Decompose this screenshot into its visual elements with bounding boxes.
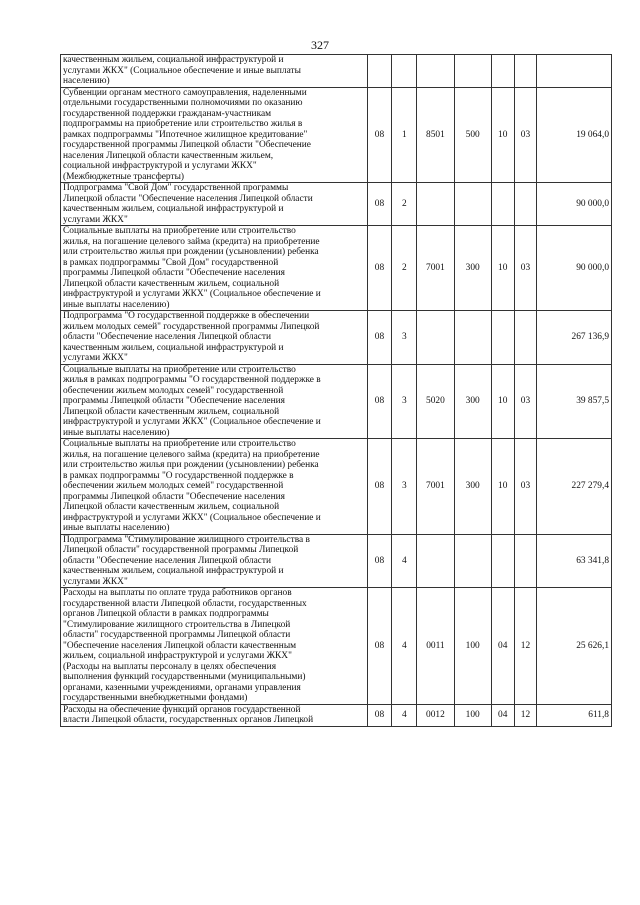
description-line: инфраструктурой и услугами ЖКХ" (Социальное обеспечение и [63, 417, 321, 427]
description-line: инфраструктурой и услугами ЖКХ" (Социальное обеспечение и [63, 512, 321, 523]
description-cell [61, 226, 368, 311]
program-code-cell: 08 [367, 183, 392, 226]
table-row [61, 55, 612, 88]
amount-cell [537, 55, 612, 88]
direction-code-cell [417, 55, 454, 88]
direction-code-cell: 0011 [417, 588, 454, 705]
section-code-cell [491, 311, 514, 365]
description-line: в рамках подпрограммы "Свой Дом" государственной [63, 257, 279, 268]
amount-cell: 63 341,8 [537, 534, 612, 588]
description-cell [61, 183, 368, 226]
amount-cell: 267 136,9 [537, 311, 612, 365]
description-line: области" государственной программы Липецкой области [63, 630, 291, 640]
subsection-code-cell [514, 183, 537, 226]
subsection-code-cell: 12 [514, 704, 537, 726]
description-line: социальной инфраструктурой и услугами ЖКХ" [63, 161, 257, 171]
program-code-cell: 08 [367, 226, 392, 311]
section-code-cell [491, 55, 514, 88]
description-line: обеспечении жильем молодых семей" государственной [63, 385, 284, 396]
description-line: услугами ЖКХ" (Социальное обеспечение и иные выплаты [63, 65, 301, 76]
table-row [61, 87, 612, 183]
subprogram-code-cell: 4 [392, 704, 417, 726]
description-line: государственной программы Липецкой области "Обеспечение [63, 140, 311, 150]
subprogram-code-cell: 2 [392, 226, 417, 311]
description-line: иные выплаты населению) [63, 427, 170, 438]
expense-type-cell [454, 183, 491, 226]
table-row [61, 311, 612, 365]
subsection-code-cell: 03 [514, 364, 537, 439]
program-code-cell [367, 55, 392, 88]
description-cell [61, 311, 368, 365]
program-code-cell: 08 [367, 364, 392, 439]
description-line: качественным жильем, социальной инфраструктурой и [63, 342, 284, 353]
direction-code-cell [417, 183, 454, 226]
description-line: жилья в рамках подпрограммы "О государственной поддержке в [63, 375, 321, 385]
description-line: услугами ЖКХ" [63, 576, 128, 587]
description-line: области "Обеспечение населения Липецкой области [63, 555, 272, 566]
subsection-code-cell: 03 [514, 439, 537, 535]
expense-type-cell: 300 [454, 364, 491, 439]
expense-type-cell [454, 534, 491, 588]
subprogram-code-cell: 4 [392, 588, 417, 705]
description-line: органов Липецкой области в рамках подпрограммы [63, 609, 269, 619]
subsection-code-cell [514, 55, 537, 88]
amount-cell: 90 000,0 [537, 183, 612, 226]
section-code-cell: 04 [491, 704, 514, 726]
description-line: жилья, на погашение целевого займа (кредита) на приобретение [63, 449, 320, 460]
page-number: 327 [311, 38, 329, 52]
description-line: программы Липецкой области "Обеспечение населения [63, 491, 285, 502]
expense-type-cell: 500 [454, 87, 491, 183]
table-row [61, 226, 612, 311]
description-line: отдельными государственными полномочиями по оказанию [63, 98, 303, 108]
table-row [61, 588, 612, 705]
direction-code-cell [417, 534, 454, 588]
description-line: Подпрограмма "О государственной поддержке в обеспечении [63, 311, 310, 321]
description-line: иные выплаты населению) [63, 299, 170, 310]
expense-type-cell: 100 [454, 704, 491, 726]
description-cell [61, 439, 368, 535]
expense-type-cell: 300 [454, 439, 491, 535]
description-line: Подпрограмма "Стимулирование жилищного строительства в [63, 534, 310, 545]
direction-code-cell: 8501 [417, 87, 454, 183]
direction-code-cell: 5020 [417, 364, 454, 439]
description-line: (Межбюджетные трансферты) [63, 171, 185, 182]
subprogram-code-cell: 3 [392, 311, 417, 365]
budget-table [60, 54, 612, 727]
expense-type-cell: 100 [454, 588, 491, 705]
section-code-cell: 10 [491, 226, 514, 311]
table-row [61, 183, 612, 226]
description-line: выполнения функций государственными (муниципальными) [63, 672, 306, 682]
direction-code-cell [417, 311, 454, 365]
description-line: Липецкой области качественным жильем, социальной [63, 278, 280, 289]
description-line: подпрограммы на приобретение или строительство жилья в [63, 119, 303, 129]
subsection-code-cell [514, 534, 537, 588]
description-cell [61, 704, 368, 726]
description-line: иные выплаты населению) [63, 523, 170, 533]
description-line: программы Липецкой области "Обеспечение населения [63, 396, 285, 406]
direction-code-cell: 0012 [417, 704, 454, 726]
description-line: органами, казенными учреждениями, органами управления [63, 682, 301, 693]
amount-cell: 90 000,0 [537, 226, 612, 311]
expense-type-cell [454, 311, 491, 365]
description-line: Подпрограмма "Свой Дом" государственной программы [63, 183, 289, 193]
description-cell [61, 534, 368, 588]
description-cell [61, 588, 368, 705]
table-row [61, 364, 612, 439]
program-code-cell: 08 [367, 588, 392, 705]
section-code-cell: 10 [491, 87, 514, 183]
description-cell [61, 364, 368, 439]
subprogram-code-cell [392, 55, 417, 88]
description-line: области "Обеспечение населения Липецкой области [63, 332, 272, 342]
description-line: (Расходы на выплаты персоналу в целях обеспечения [63, 661, 277, 672]
description-line: жильем молодых семей" государственной программы Липецкой [63, 321, 320, 332]
program-code-cell: 08 [367, 534, 392, 588]
description-line: Расходы на выплаты по оплате труда работников органов [63, 588, 292, 598]
description-cell [61, 55, 368, 88]
program-code-cell: 08 [367, 311, 392, 365]
section-code-cell: 04 [491, 588, 514, 705]
description-line: государственной поддержки гражданам-участникам [63, 108, 272, 119]
amount-cell: 19 064,0 [537, 87, 612, 183]
description-line: жильем, социальной инфраструктурой и услугами ЖКХ" [63, 651, 292, 661]
amount-cell: 39 857,5 [537, 364, 612, 439]
amount-cell: 25 626,1 [537, 588, 612, 705]
table-row [61, 534, 612, 588]
section-code-cell: 10 [491, 439, 514, 535]
subprogram-code-cell: 2 [392, 183, 417, 226]
table-body [61, 55, 612, 727]
subsection-code-cell: 12 [514, 588, 537, 705]
expense-type-cell: 300 [454, 226, 491, 311]
description-line: власти Липецкой области, государственных органов Липецкой [63, 715, 314, 725]
program-code-cell: 08 [367, 704, 392, 726]
description-line: Социальные выплаты на приобретение или строительство [63, 364, 296, 375]
direction-code-cell: 7001 [417, 439, 454, 535]
description-line: Социальные выплаты на приобретение или строительство [63, 439, 296, 449]
table-row [61, 704, 612, 726]
amount-cell: 611,8 [537, 704, 612, 726]
subsection-code-cell: 03 [514, 226, 537, 311]
subprogram-code-cell: 4 [392, 534, 417, 588]
description-line: или строительство жилья при рождении (усыновлении) ребенка [63, 247, 319, 257]
section-code-cell [491, 534, 514, 588]
description-line: Расходы на обеспечение функций органов государственной [63, 704, 301, 715]
section-code-cell: 10 [491, 364, 514, 439]
subsection-code-cell [514, 311, 537, 365]
description-line: в рамках подпрограммы "О государственной поддержке в [63, 470, 294, 481]
description-line: рамках подпрограммы "Ипотечное жилищное кредитование" [63, 129, 308, 140]
description-line: обеспечении жильем молодых семей" государственной [63, 481, 284, 491]
subsection-code-cell: 03 [514, 87, 537, 183]
description-line: государственными внебюджетными фондами) [63, 693, 248, 703]
description-line: Липецкой области" государственной программы Липецкой [63, 545, 299, 555]
description-line: государственной власти Липецкой области, государственных [63, 598, 307, 609]
expense-type-cell [454, 55, 491, 88]
description-line: "Обеспечение населения Липецкой области качественным [63, 640, 297, 651]
description-line: качественным жильем, социальной инфраструктурой и [63, 55, 284, 65]
subprogram-code-cell: 3 [392, 439, 417, 535]
description-line: услугами ЖКХ" [63, 353, 128, 363]
description-line: населению) [63, 76, 110, 86]
description-line: Липецкой области "Обеспечение населения Липецкой области [63, 193, 313, 204]
description-line: программы Липецкой области "Обеспечение населения [63, 268, 285, 278]
description-line: населения Липецкой области качественным жильем, [63, 150, 274, 161]
description-line: Субвенции органам местного самоуправления, наделенными [63, 87, 307, 98]
table-row [61, 439, 612, 535]
subprogram-code-cell: 3 [392, 364, 417, 439]
subprogram-code-cell: 1 [392, 87, 417, 183]
description-line: "Стимулирование жилищного строительства в Липецкой [63, 619, 291, 630]
description-cell [61, 87, 368, 183]
program-code-cell: 08 [367, 87, 392, 183]
description-line: качественным жильем, социальной инфраструктурой и [63, 204, 284, 214]
description-line: Липецкой области качественным жильем, социальной [63, 406, 280, 417]
description-line: качественным жильем, социальной инфраструктурой и [63, 566, 284, 576]
description-line: инфраструктурой и услугами ЖКХ" (Социальное обеспечение и [63, 289, 321, 299]
description-line: услугами ЖКХ" [63, 214, 128, 225]
section-code-cell [491, 183, 514, 226]
description-line: Социальные выплаты на приобретение или строительство [63, 226, 296, 236]
description-line: Липецкой области качественным жильем, социальной [63, 502, 280, 512]
program-code-cell: 08 [367, 439, 392, 535]
description-line: или строительство жилья при рождении (усыновлении) ребенка [63, 460, 319, 470]
amount-cell: 227 279,4 [537, 439, 612, 535]
description-line: жилья, на погашение целевого займа (кредита) на приобретение [63, 236, 320, 247]
direction-code-cell: 7001 [417, 226, 454, 311]
